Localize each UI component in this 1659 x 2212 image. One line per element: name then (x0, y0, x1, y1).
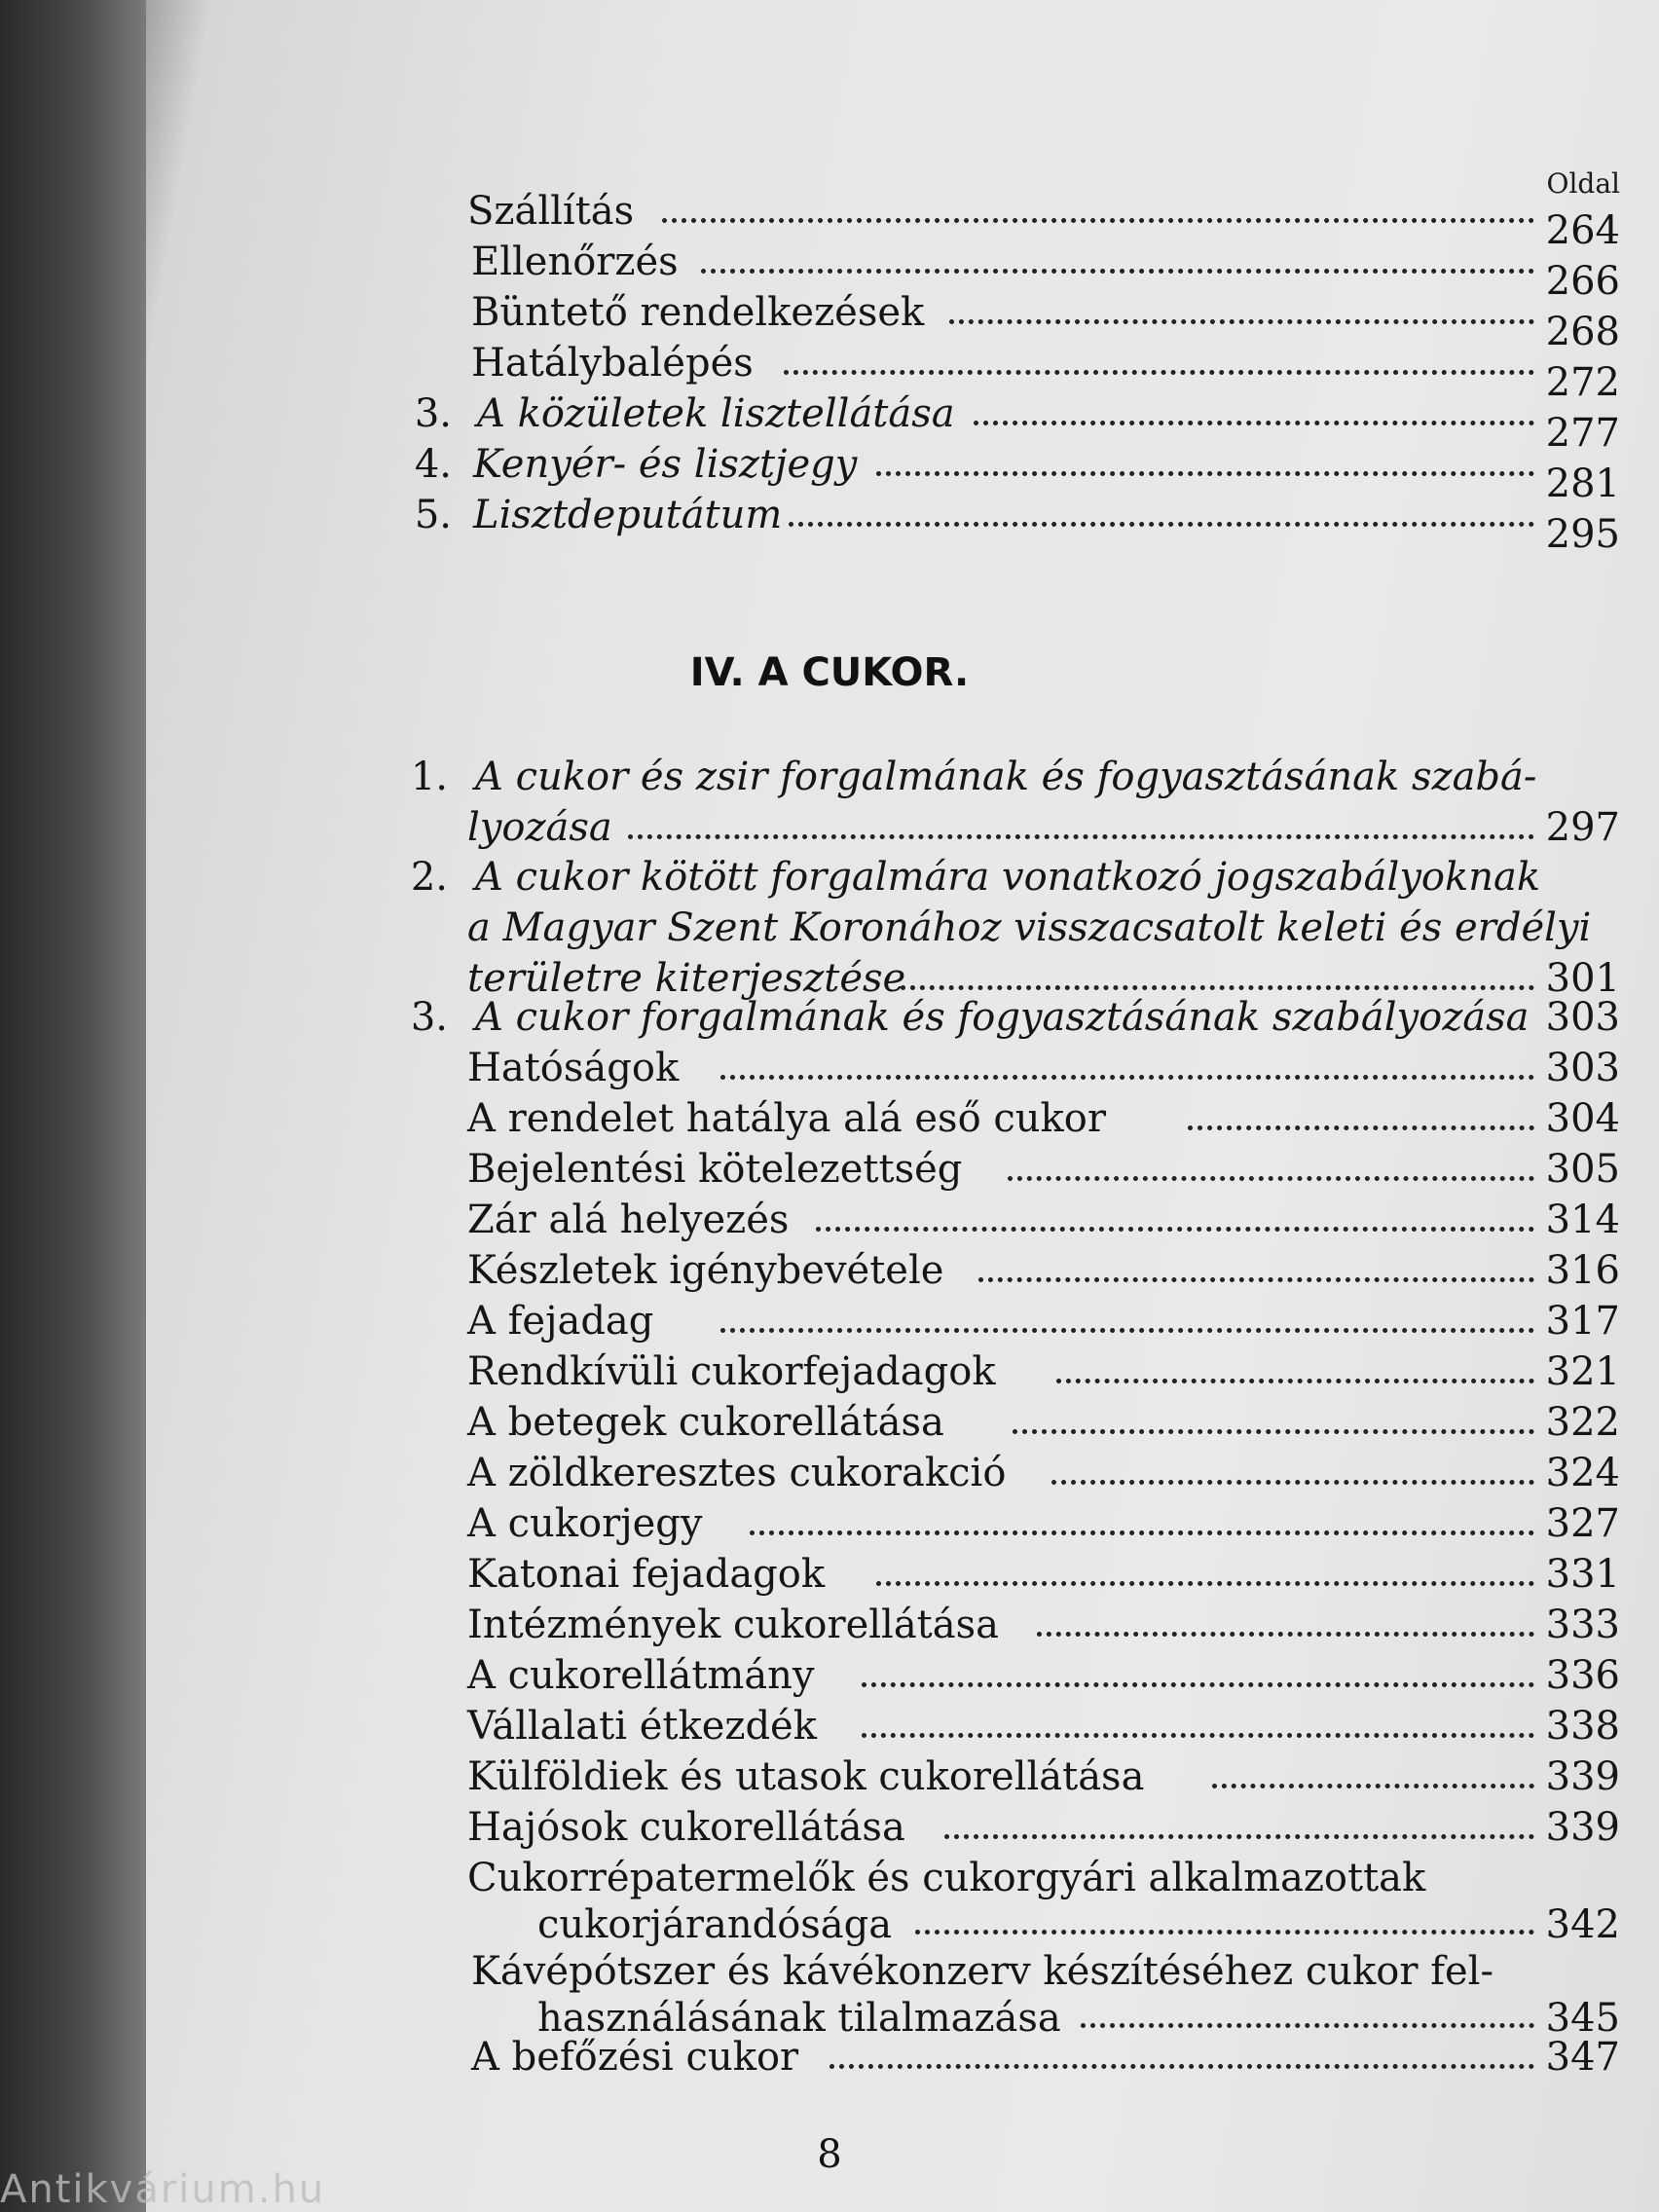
toc-entry-page: 342 (1545, 1902, 1620, 1947)
leader-dots (974, 401, 1534, 425)
toc-entry-number: 4. (414, 442, 452, 487)
leader-dots (784, 350, 1534, 375)
toc-entry-number: 5. (414, 493, 452, 537)
leader-dots (1056, 1359, 1534, 1383)
leader-dots (901, 966, 1534, 990)
toc-entry-page: 316 (1545, 1248, 1620, 1293)
toc-entry-page: 304 (1545, 1096, 1620, 1141)
toc-entry (0, 995, 1659, 1046)
toc-entry-title-line: A cukor és zsir forgalmának és fogyasztásának szabá- (475, 755, 1537, 799)
toc-entry (0, 1754, 1659, 1805)
toc-entry-page: 277 (1545, 411, 1620, 456)
toc-entry-number: 2. (410, 855, 448, 900)
leader-dots (915, 1910, 1534, 1935)
leader-dots (876, 1562, 1534, 1586)
toc-entry-title: A cukor forgalmának és fogyasztásának szabályozása (475, 995, 1530, 1040)
leader-dots (662, 199, 1534, 223)
toc-entry (0, 1805, 1659, 1856)
toc-entry-page: 327 (1545, 1501, 1620, 1546)
toc-entry-title: Készletek igénybevétele (467, 1248, 944, 1293)
toc-entry (0, 1046, 1659, 1096)
toc-entry-page: 333 (1545, 1603, 1620, 1647)
toc-entry-title: Hatóságok (467, 1046, 680, 1090)
toc-entry (0, 1501, 1659, 1552)
toc-entry-number: 3. (410, 995, 448, 1040)
chapter-heading: IV. A CUKOR. (689, 650, 970, 695)
toc-entry-title-line: cukorjárandósága (537, 1902, 893, 1947)
toc-entry-page: 272 (1545, 360, 1620, 405)
toc-entry (0, 1248, 1659, 1299)
leader-dots (816, 1207, 1534, 1232)
toc-entry (0, 755, 1659, 856)
leader-dots (876, 452, 1534, 476)
toc-entry-title: Szállítás (467, 189, 635, 234)
toc-entry-title: A rendelet hatálya alá eső cukor (467, 1096, 1106, 1141)
leader-dots (628, 815, 1534, 839)
toc-entry-page: 331 (1545, 1552, 1620, 1597)
toc-entry-title-line: területre kiterjesztése (467, 956, 906, 1001)
toc-entry (0, 1451, 1659, 1501)
toc-entry-title: Lisztdeputátum (473, 493, 783, 537)
toc-entry-title: Büntető rendelkezések (471, 290, 925, 335)
toc-entry (0, 1704, 1659, 1754)
toc-entry-title: Intézmények cukorellátása (467, 1603, 999, 1647)
toc-entry (0, 1198, 1659, 1248)
toc-entry-page: 339 (1545, 1805, 1620, 1850)
toc-entry-page: 281 (1545, 461, 1620, 506)
toc-entry (0, 240, 1659, 304)
toc-entry-page: 321 (1545, 1349, 1620, 1394)
toc-entry-page: 338 (1545, 1704, 1620, 1749)
leader-dots (750, 1511, 1534, 1535)
toc-entry-title: Vállalati étkezdék (467, 1704, 817, 1749)
leader-dots (789, 502, 1534, 527)
toc-entry-number: 1. (410, 755, 448, 799)
toc-entry-page: 301 (1545, 956, 1620, 1001)
toc-entry (0, 855, 1659, 1007)
toc-entry-page: 336 (1545, 1653, 1620, 1698)
toc-entry (0, 1603, 1659, 1653)
toc-entry-title: A közületek lisztellátása (477, 391, 955, 436)
toc-entry (0, 442, 1659, 506)
toc-entry-title-line: használásának tilalmazása (537, 1996, 1061, 2041)
toc-entry-title: Katonai fejadagok (467, 1552, 826, 1597)
toc-entry (0, 1096, 1659, 1147)
toc-entry-page: 339 (1545, 1754, 1620, 1799)
toc-entry-title-line: a Magyar Szent Koronához visszacsatolt keleti és erdélyi (467, 905, 1592, 950)
toc-entry-page: 268 (1545, 310, 1620, 354)
toc-entry-title-line: Kávépótszer és kávékonzerv készítéséhez cukor fel- (471, 1949, 1493, 1994)
toc-entry (0, 290, 1659, 354)
toc-entry (0, 1147, 1659, 1198)
toc-entry-page: 295 (1545, 512, 1620, 557)
leader-dots (862, 1663, 1534, 1687)
toc-entry-page: 303 (1545, 995, 1620, 1040)
toc-entry (0, 493, 1659, 557)
toc-entry-page: 317 (1545, 1299, 1620, 1344)
toc-entry-title: Hajósok cukorellátása (467, 1805, 905, 1850)
leader-dots (1188, 1106, 1534, 1130)
toc-entry-page: 314 (1545, 1198, 1620, 1242)
toc-entry-title: Ellenőrzés (471, 240, 679, 284)
leader-dots (720, 1055, 1534, 1080)
toc-entry-title: A betegek cukorellátása (467, 1400, 944, 1445)
leader-dots (978, 1258, 1534, 1282)
toc-entry-page: 266 (1545, 259, 1620, 304)
toc-entry-number: 3. (414, 391, 452, 436)
toc-entry-page: 324 (1545, 1451, 1620, 1495)
toc-entry-page: 297 (1545, 805, 1620, 850)
watermark: Antikvárium.hu (0, 2167, 326, 2212)
toc-entry-title-line: lyozása (467, 805, 612, 850)
toc-entry (0, 1856, 1659, 1957)
toc-entry-title-line: A cukor kötött forgalmára vonatkozó jogszabályoknak (475, 855, 1541, 900)
toc-entry-page: 264 (1545, 208, 1620, 253)
toc-entry-title: Zár alá helyezés (467, 1198, 790, 1242)
toc-entry-page: 303 (1545, 1046, 1620, 1090)
toc-entry-title: Kenyér- és lisztjegy (473, 442, 858, 487)
toc-entry-page: 305 (1545, 1147, 1620, 1192)
toc-entry-page: 322 (1545, 1400, 1620, 1445)
toc-entry-title: A zöldkeresztes cukorakció (467, 1451, 1007, 1495)
toc-entry-title: Bejelentési kötelezettség (467, 1147, 963, 1192)
toc-entry-title: A cukorjegy (467, 1501, 703, 1546)
leader-dots (949, 300, 1534, 324)
leader-dots (1013, 1410, 1534, 1434)
leader-dots (1081, 2004, 1534, 2028)
toc-entry-title: A befőzési cukor (471, 2035, 799, 2080)
toc-entry (0, 341, 1659, 405)
toc-entry (0, 1653, 1659, 1704)
toc-entry-title: Rendkívüli cukorfejadagok (467, 1349, 996, 1394)
page-column-label: Oldal (1546, 167, 1620, 200)
toc-entry (0, 1349, 1659, 1400)
toc-entry (0, 1552, 1659, 1603)
toc-entry (0, 189, 1659, 253)
toc-entry-title: A cukorellátmány (467, 1653, 815, 1698)
toc-entry-page: 345 (1545, 1996, 1620, 2041)
leader-dots (1051, 1460, 1534, 1485)
toc-entry-title-line: Cukorrépatermelők és cukorgyári alkalmazottak (467, 1856, 1426, 1900)
toc-entry-page: 347 (1545, 2035, 1620, 2080)
toc-entry (0, 1400, 1659, 1451)
toc-entry (0, 391, 1659, 456)
leader-dots (1008, 1157, 1534, 1181)
page-number: 8 (817, 2132, 842, 2177)
leader-dots (1037, 1612, 1534, 1637)
leader-dots (1212, 1764, 1534, 1788)
toc-entry-title: A fejadag (467, 1299, 654, 1344)
leader-dots (701, 249, 1534, 274)
toc-entry-title: Hatálybalépés (471, 341, 754, 386)
leader-dots (830, 2045, 1534, 2069)
toc-entry-title: Külföldiek és utasok cukorellátása (467, 1754, 1145, 1799)
toc-entry (0, 2035, 1659, 2085)
leader-dots (720, 1309, 1534, 1333)
leader-dots (862, 1714, 1534, 1738)
toc-entry (0, 1299, 1659, 1349)
leader-dots (944, 1815, 1534, 1839)
